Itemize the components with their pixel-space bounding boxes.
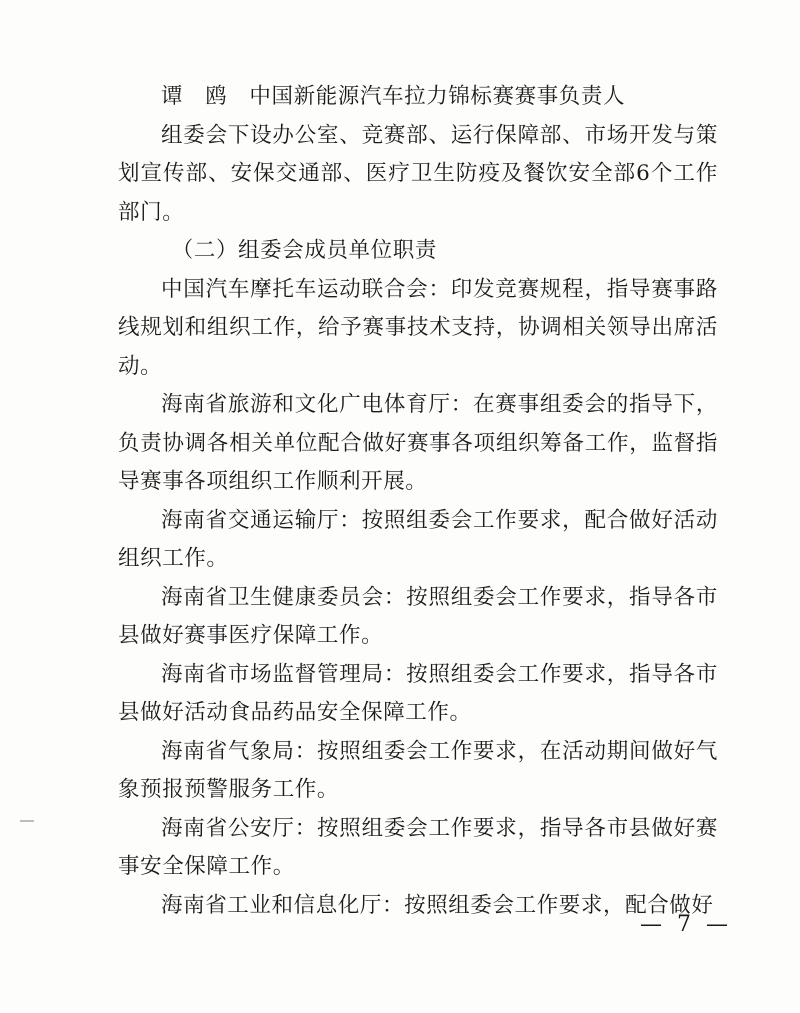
paragraph-duty: 海南省工业和信息化厅：按照组委会工作要求，配合做好 bbox=[161, 892, 714, 918]
paragraph-duty: 海南省公安厅：按照组委会工作要求，指导各市县做好赛事安全保障工作。 bbox=[118, 815, 718, 879]
section-heading: （二）组委会成员单位职责 bbox=[171, 238, 437, 263]
document-body bbox=[118, 78, 718, 925]
paragraph-duty: 海南省卫生健康委员会：按照组委会工作要求，指导各市县做好赛事医疗保障工作。 bbox=[118, 584, 718, 648]
paragraph-duty: 海南省旅游和文化广电体育厅：在赛事组委会的指导下，负责协调各相关单位配合做好赛事各项组织筹备工作，监督指导赛事各项组织工作顺利开展。 bbox=[118, 392, 718, 494]
paragraph-duty: 海南省气象局：按照组委会工作要求，在活动期间做好气象预报预警服务工作。 bbox=[118, 738, 718, 802]
page-number: — 7 — bbox=[640, 912, 732, 937]
paragraph-duty: 海南省市场监督管理局：按照组委会工作要求，指导各市县做好活动食品药品安全保障工作。 bbox=[118, 661, 718, 725]
paragraph-duty: 中国汽车摩托车运动联合会：印发竞赛规程，指导赛事路线规划和组织工作，给予赛事技术支持，协调相关领导出席活动。 bbox=[118, 276, 718, 379]
paragraph-duty: 海南省交通运输厅：按照组委会工作要求，配合做好活动组织工作。 bbox=[118, 507, 718, 571]
person-entry: 谭 鸥 中国新能源汽车拉力锦标赛赛事负责人 bbox=[161, 84, 626, 109]
paragraph-departments: 组委会下设办公室、竞赛部、运行保障部、市场开发与策划宣传部、安保交通部、医疗卫生防疫及餐饮安全部6个工作部门。 bbox=[118, 122, 718, 225]
scan-mark bbox=[20, 820, 34, 822]
